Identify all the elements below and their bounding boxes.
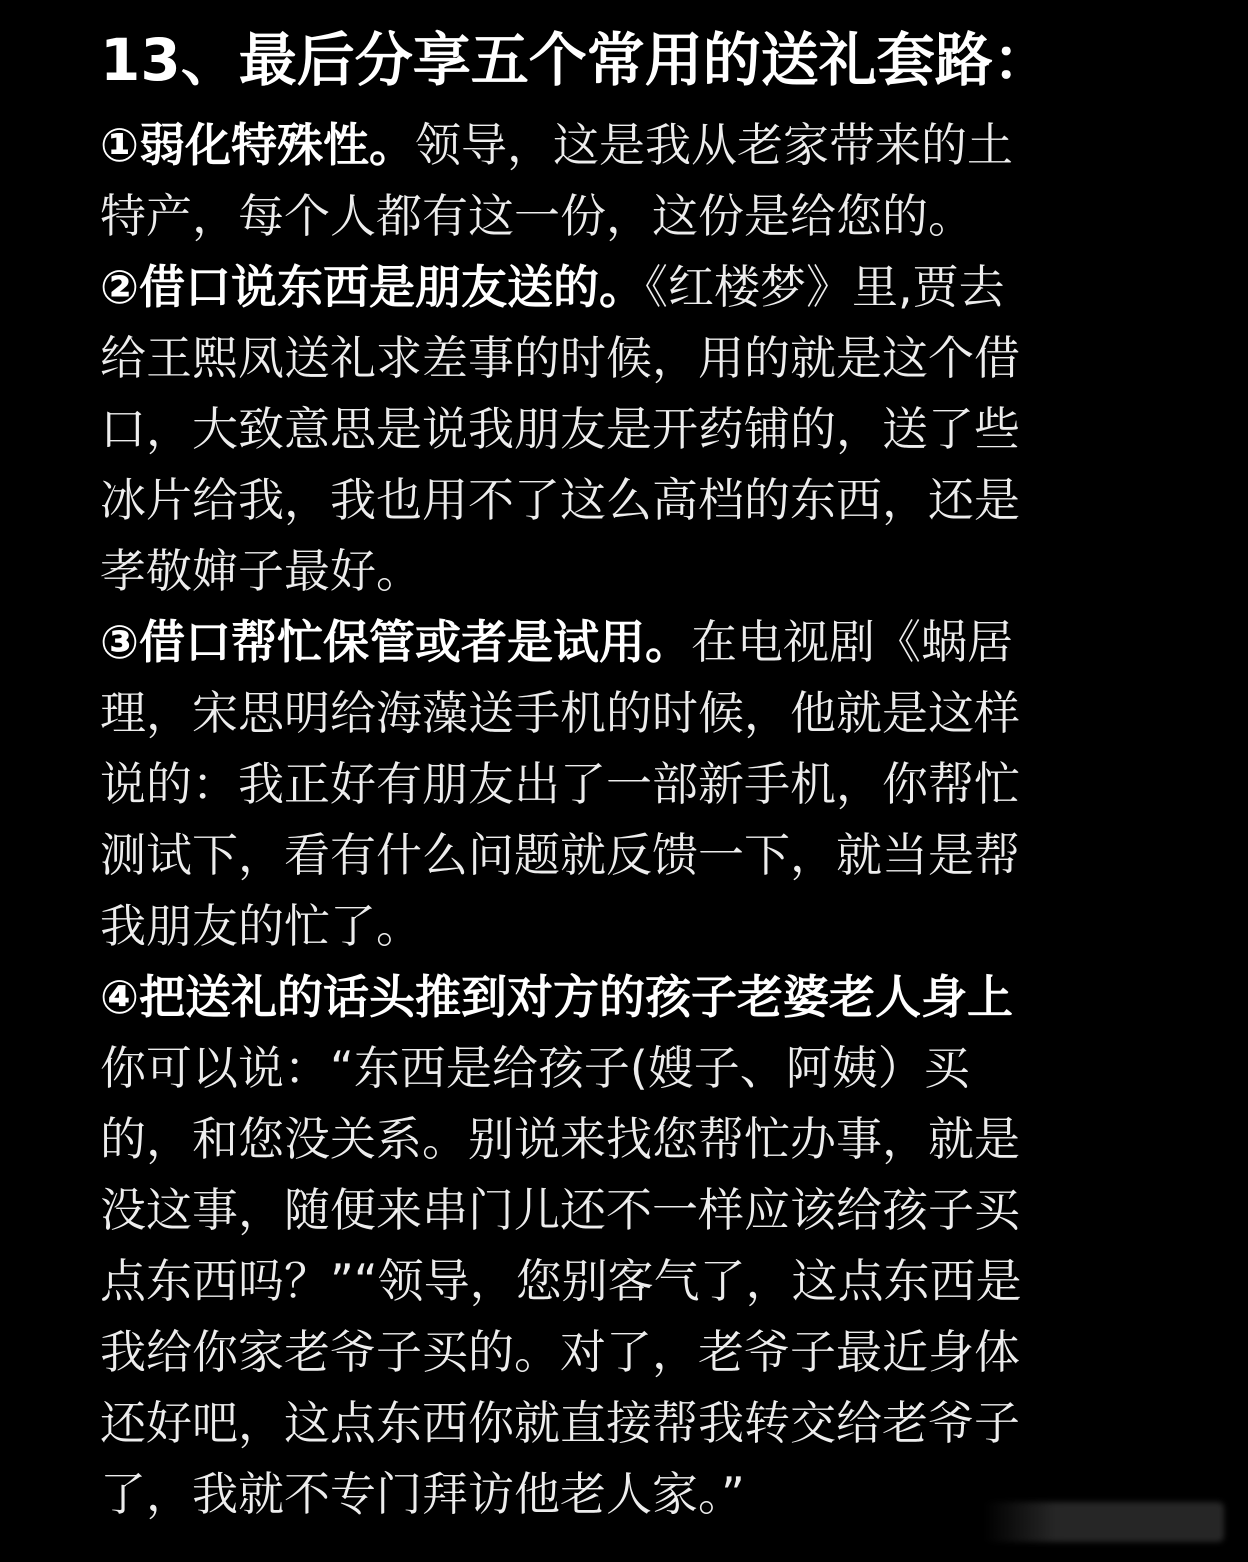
item-3-line-3: 说的：我正好有朋友出了一部新手机，你帮忙 <box>100 757 1020 811</box>
item-3-marker: ③ <box>100 615 139 669</box>
item-3-line-4: 测试下，看有什么问题就反馈一下，就当是帮 <box>100 828 1020 882</box>
item-3-text: 在电视剧《蜗居 <box>690 615 1013 669</box>
item-3-line-5: 我朋友的忙了。 <box>100 899 422 953</box>
item-2-line-1 <box>100 252 1140 323</box>
item-1-line-2: 特产，每个人都有这一份，这份是给您的。 <box>100 189 974 243</box>
item-2-line-5: 孝敬婶子最好。 <box>100 544 422 598</box>
item-2-text: 《红楼梦》里,贾去 <box>644 260 1005 314</box>
item-4-line-8: 了，我就不专门拜访他老人家。” <box>100 1467 745 1521</box>
item-4-line-1 <box>100 962 1140 1033</box>
item-4-line-7: 还好吧，这点东西你就直接帮我转交给老爷子 <box>100 1396 1020 1450</box>
item-2-line-2: 给王熙凤送礼求差事的时候，用的就是这个借 <box>100 331 1020 385</box>
item-3-line-2: 理，宋思明给海藻送手机的时候，他就是这样 <box>100 686 1020 740</box>
item-3-line-1 <box>100 607 1140 678</box>
item-4-line-4: 没这事，随便来串门儿还不一样应该给孩子买 <box>100 1183 1020 1237</box>
item-2-heading: 借口说东西是朋友送的。 <box>138 260 645 314</box>
item-2-marker: ② <box>100 260 139 314</box>
item-2-line-3: 口，大致意思是说我朋友是开药铺的，送了些 <box>100 402 1020 456</box>
article <box>100 24 1140 1530</box>
page-title: 13、最后分享五个常用的送礼套路： <box>100 26 1051 94</box>
item-1-line-1 <box>100 110 1140 181</box>
item-1-text: 领导，这是我从老家带来的土 <box>414 118 1013 172</box>
item-1-marker: ① <box>100 118 139 172</box>
item-4-line-2: 你可以说：“东西是给孩子(嫂子、阿姨）买 <box>100 1041 970 1095</box>
item-1-heading: 弱化特殊性。 <box>138 118 415 172</box>
item-4-line-5: 点东西吗？”“领导，您别客气了，这点东西是 <box>100 1254 1022 1308</box>
blurred-watermark <box>984 1502 1224 1542</box>
item-4-line-3: 的，和您没关系。别说来找您帮忙办事，就是 <box>100 1112 1020 1166</box>
item-4-line-6: 我给你家老爷子买的。对了，老爷子最近身体 <box>100 1325 1020 1379</box>
item-2-line-4: 冰片给我，我也用不了这么高档的东西，还是 <box>100 473 1020 527</box>
item-3-heading: 借口帮忙保管或者是试用。 <box>138 615 691 669</box>
item-4-marker: ④ <box>100 970 139 1024</box>
item-4-heading: 把送礼的话头推到对方的孩子老婆老人身上 <box>138 970 1013 1024</box>
